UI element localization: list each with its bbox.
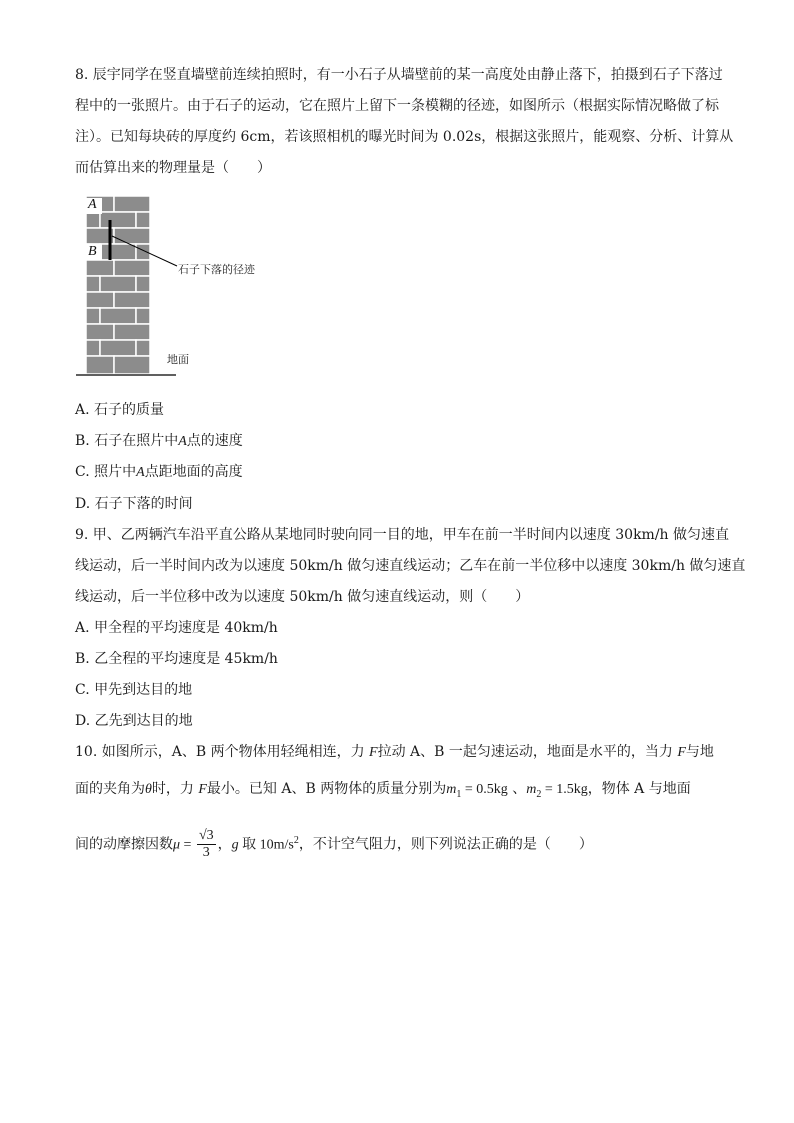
q8-line-2: 程中的一张照片。由于石子的运动，它在照片上留下一条模糊的径迹，如图所示（根据实际情况略做了标 (75, 98, 719, 114)
q10-mass-subscript: 1 (456, 788, 462, 800)
q10-text: 10. 如图所示，A、B 两个物体用轻绳相连，力 (75, 744, 370, 760)
q10-text: 拉动 A、B 一起匀速运动，地面是水平的，当力 (377, 744, 678, 760)
q10-text: 、 (507, 781, 527, 797)
q8-option-c (75, 462, 243, 483)
q10-equals: = (180, 837, 195, 853)
q10-force-symbol: F (369, 745, 378, 760)
q9-line-1: 9. 甲、乙两辆汽车沿平直公路从某地同时驶向同一目的地，甲车在前一半时间内以速度 30km/h 做匀速直 (75, 527, 730, 543)
q10-line-2 (75, 779, 691, 805)
q9-option-a: A. 甲全程的平均速度是 40km/h (75, 620, 278, 636)
q10-fraction-numerator: √3 (198, 828, 214, 844)
q10-text: 间的动摩擦因数 (75, 836, 173, 853)
q10-fraction-denominator: 3 (202, 845, 210, 861)
q10-mass-value: = 0.5kg (461, 782, 508, 797)
ground-label: 地面 (167, 353, 189, 366)
q9-line-3: 线运动，后一半位移中改为以速度 50km/h 做匀速直线运动，则（ ） (75, 589, 530, 605)
q9-option-c: C. 甲先到达目的地 (75, 682, 193, 698)
q10-text: ，物体 A 与地面 (587, 781, 691, 797)
q10-mass-subscript: 2 (536, 788, 542, 800)
q8-line-1: 8. 辰宇同学在竖直墙壁前连续拍照时，有一小石子从墙壁前的某一高度处由静止落下，拍摄到石子下落过 (75, 67, 723, 83)
question-9-stem (75, 520, 746, 613)
question-8-stem (75, 60, 735, 184)
q8-option-c-text: C. 照片中 (75, 464, 137, 480)
q10-mass-symbol: m (526, 782, 537, 797)
track-label: 石子下落的径迹 (178, 263, 255, 276)
q10-text: ，不计空气阻力，则下列说法正确的是（ ） (298, 836, 593, 853)
q9-option-d: D. 乙先到达目的地 (75, 713, 193, 729)
q8-line-3: 注）。已知每块砖的厚度约 6cm，若该照相机的曝光时间为 0.02s，根据这张照片，能观察、分析、计算从 (75, 129, 734, 145)
q8-line-4: 而估算出来的物理量是（ ） (75, 160, 271, 176)
q10-g-exponent: 2 (293, 835, 299, 846)
q9-option-b: B. 乙全程的平均速度是 45km/h (75, 651, 278, 667)
point-b-label: B (88, 244, 97, 259)
q8-option-b-text-2: 点的速度 (186, 433, 243, 449)
q10-text: 时，力 (151, 781, 199, 797)
q10-g-symbol: g (231, 837, 239, 853)
q10-theta-symbol: θ (145, 782, 152, 797)
q10-mu-symbol: μ (173, 837, 181, 853)
q10-mu-fraction (197, 828, 216, 861)
q10-force-symbol: F (677, 745, 686, 760)
q8-option-b-text: B. 石子在照片中 (75, 433, 179, 449)
q10-line-1 (75, 742, 714, 763)
q8-option-b (75, 431, 243, 452)
q10-text: 最小。已知 A、B 两物体的质量分别为 (206, 781, 447, 797)
point-a-label: A (88, 197, 97, 212)
q10-text: ， (217, 836, 232, 853)
q9-line-2: 线运动，后一半时间内改为以速度 50km/h 做匀速直线运动；乙车在前一半位移中以速度 30km/h 做匀速直 (75, 558, 746, 574)
q8-option-d: D. 石子下落的时间 (75, 496, 193, 512)
q10-mass-symbol: m (446, 782, 457, 797)
q10-g-value: 取 10m/s (238, 837, 294, 853)
q10-line-3 (75, 822, 593, 865)
q10-mass-value: = 1.5kg (541, 782, 588, 797)
q10-text: 面的夹角为 (75, 781, 145, 797)
q8-option-c-var: A (136, 465, 145, 480)
q10-text: 与地 (685, 744, 714, 760)
q8-option-b-var: A (178, 434, 187, 449)
q10-force-symbol: F (198, 782, 207, 797)
brick-wall-figure (74, 192, 294, 382)
q8-option-c-text-2: 点距地面的高度 (144, 464, 243, 480)
q8-option-a: A. 石子的质量 (75, 402, 165, 418)
